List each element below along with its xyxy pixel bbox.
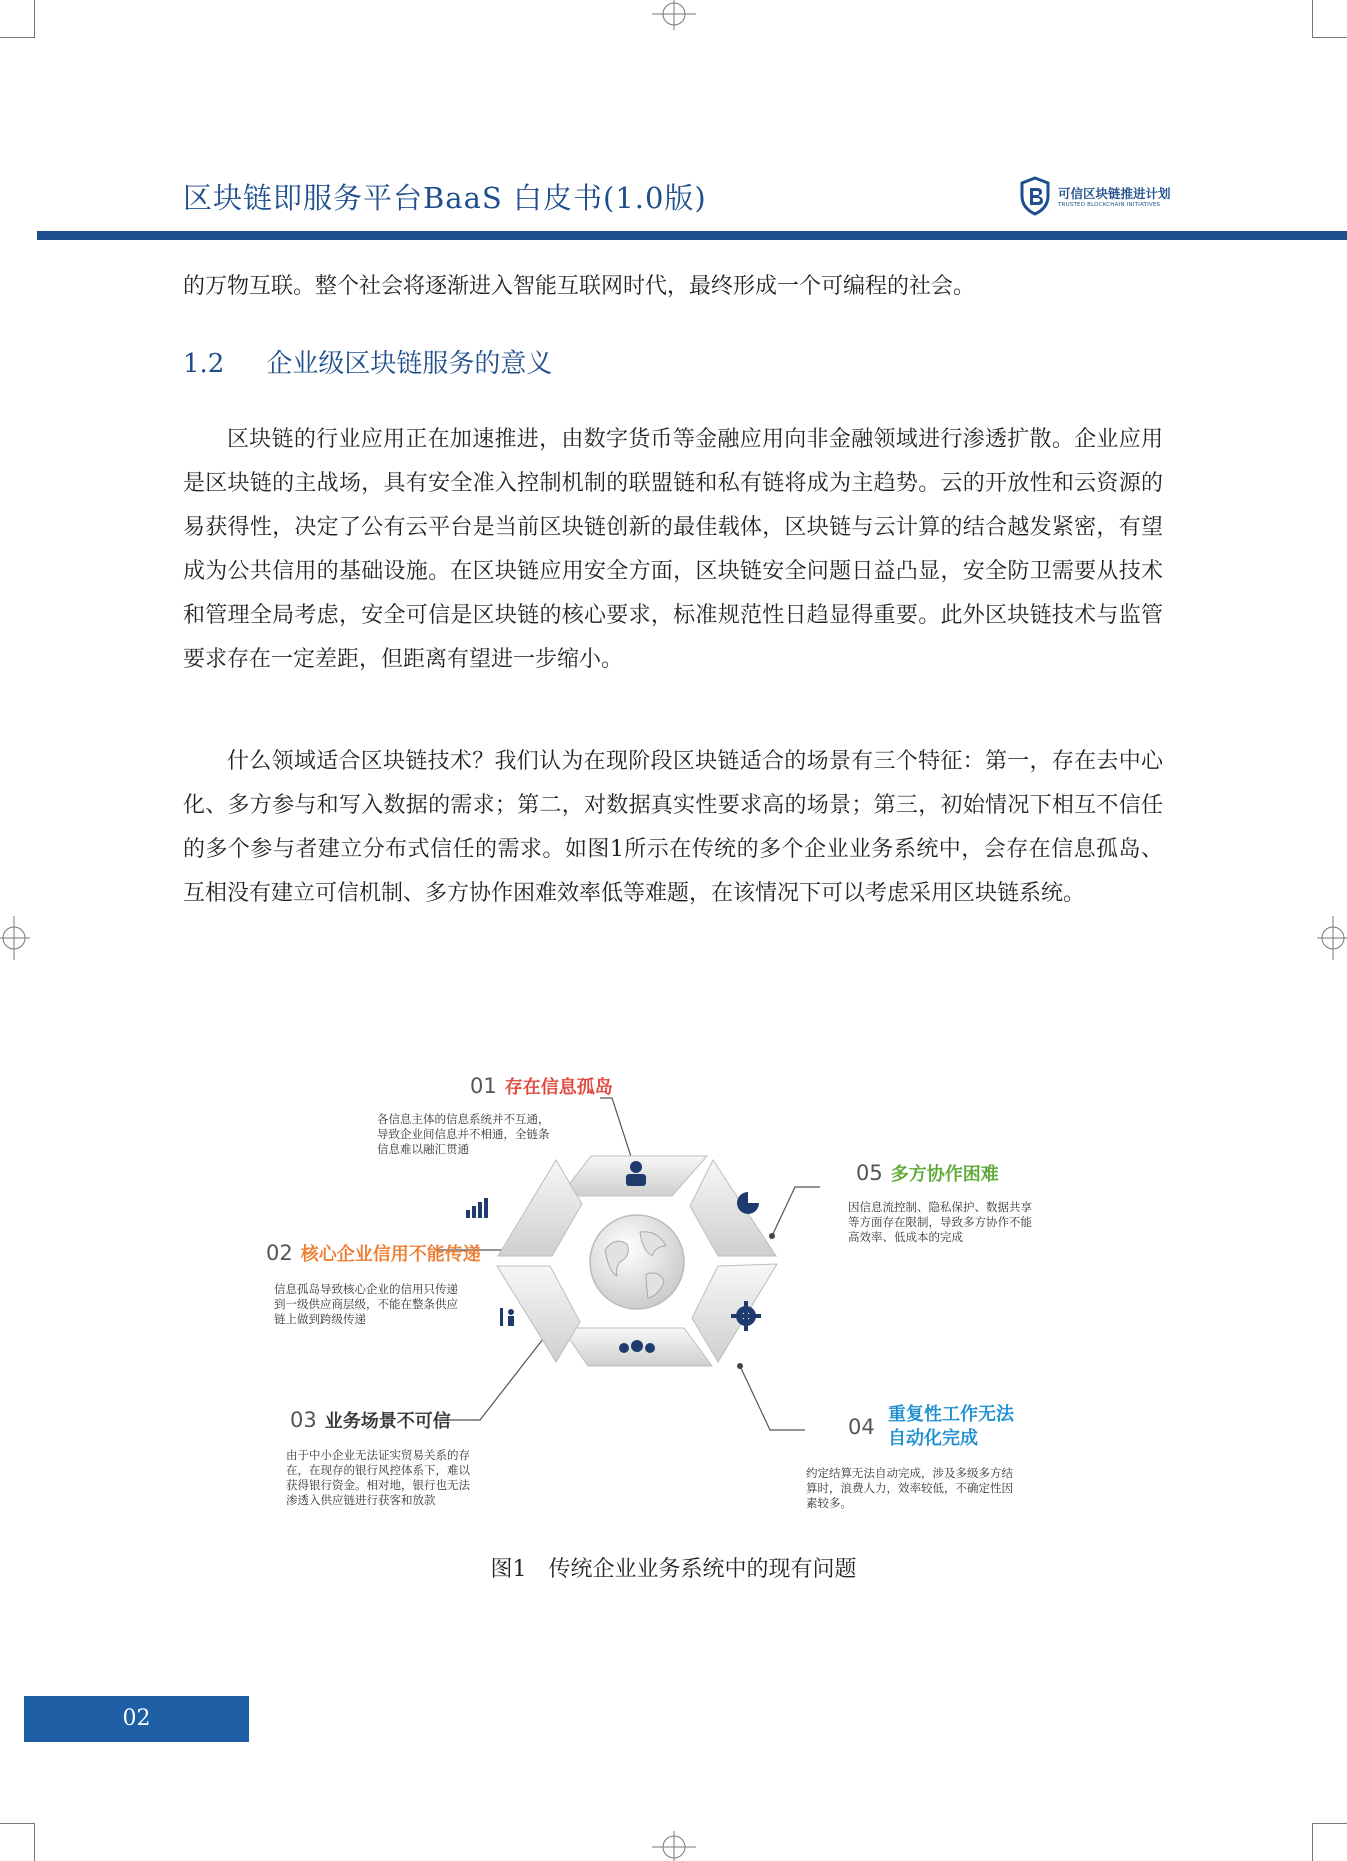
- bar-chart-icon: [466, 1198, 488, 1218]
- figure-item-05: 05 多方协作困难: [856, 1161, 999, 1185]
- globe-icon: [590, 1215, 684, 1309]
- section-number: 1.2: [183, 349, 225, 379]
- figure-caption: 图1 传统企业业务系统中的现有问题: [490, 1557, 857, 1582]
- registration-mark-right: [1317, 916, 1347, 960]
- crop-mark: [34, 1823, 35, 1861]
- paragraph: 区块链的行业应用正在加速推进，由数字货币等金融应用向非金融领域进行渗透扩散。企业应用是区块链的主战场，具有安全准入控制机制的联盟链和私有链将成为主趋势。云的开放性和云资源的易获得性，决定了公有云平台是当前区块链创新的最佳载体，区块链与云计算的结合越发紧密，有望成为公共信用的基础设施。在区块链应用安全方面，区块链安全问题日益凸显，安全防卫需要从技术和管理全局考虑，安全可信是区块链的核心要求，标准规范性日趋显得重要。此外区块链技术与监管要求存在一定差距，但距离有望进一步缩小。: [183, 427, 1163, 672]
- document-title: 区块链即服务平台BaaS 白皮书(1.0版): [183, 181, 707, 215]
- header-rule: [37, 231, 1347, 240]
- page-number: 02: [122, 1706, 151, 1731]
- registration-mark-left: [0, 916, 30, 960]
- crop-mark: [1312, 0, 1313, 38]
- crop-mark: [1312, 1823, 1313, 1861]
- crop-mark: [0, 37, 35, 38]
- figure-item-04-desc: 约定结算无法自动完成，涉及多级多方结 算时，浪费人力，效率较低，不确定性因 素较多。: [806, 1466, 1013, 1510]
- pie-chart-icon: [737, 1190, 761, 1214]
- figure-item-01-desc: 各信息主体的信息系统并不互通， 导致企业间信息并不相通，全链条 信息难以融汇贯通: [377, 1112, 550, 1156]
- figure-item-05-desc: 因信息流控制、隐私保护、数据共享 等方面存在限制，导致多方协作不能 高效率、低成本的完成: [848, 1200, 1032, 1244]
- ring-segment: [498, 1160, 582, 1256]
- registration-mark-top: [652, 0, 696, 30]
- shield-logo-icon: [1019, 176, 1051, 216]
- registration-mark-bottom: [652, 1831, 696, 1861]
- ring-segment: [690, 1160, 776, 1256]
- logo-subtext: TRUSTED BLOCKCHAIN INITIATIVES: [1058, 202, 1161, 208]
- crop-mark: [0, 1823, 35, 1824]
- figure-item-02-desc: 信息孤岛导致核心企业的信用只传递 到一级供应商层级，不能在整条供应 链上做到跨级传递: [274, 1282, 458, 1326]
- figure-item-04: 重复性工作无法 自动化完成: [888, 1404, 1014, 1449]
- crop-mark: [34, 0, 35, 38]
- crop-mark: [1312, 37, 1347, 38]
- section-title: 企业级区块链服务的意义: [266, 349, 553, 379]
- logo-text: 可信区块链推进计划: [1058, 186, 1171, 201]
- crop-mark: [1312, 1823, 1347, 1824]
- presentation-icon: [500, 1308, 514, 1326]
- figure-item-04-num: 04: [848, 1415, 875, 1439]
- ring-segment: [692, 1264, 777, 1362]
- section-heading: [183, 343, 552, 380]
- intro-line: 的万物互联。整个社会将逐渐进入智能互联网时代，最终形成一个可编程的社会。: [183, 274, 976, 299]
- figure-item-02: 02 核心企业信用不能传递: [266, 1241, 481, 1265]
- paragraph: 什么领域适合区块链技术？我们认为在现阶段区块链适合的场景有三个特征：第一，存在去中心化、多方参与和写入数据的需求；第二，对数据真实性要求高的场景；第三，初始情况下相互不信任的多个参与者建立分布式信任的需求。如图1所示在传统的多个企业业务系统中，会存在信息孤岛、互相没有建立可信机制、多方协作困难效率低等难题，在该情况下可以考虑采用区块链系统。: [183, 749, 1163, 906]
- figure-item-03: 03 业务场景不可信: [290, 1408, 451, 1432]
- figure-item-01: 01 存在信息孤岛: [470, 1074, 613, 1098]
- figure-item-03-desc: 由于中小企业无法证实贸易关系的存 在，在现存的银行风控体系下，难以 获得银行资金。相对地，银行也无法 渗透入供应链进行获客和放款: [286, 1448, 470, 1507]
